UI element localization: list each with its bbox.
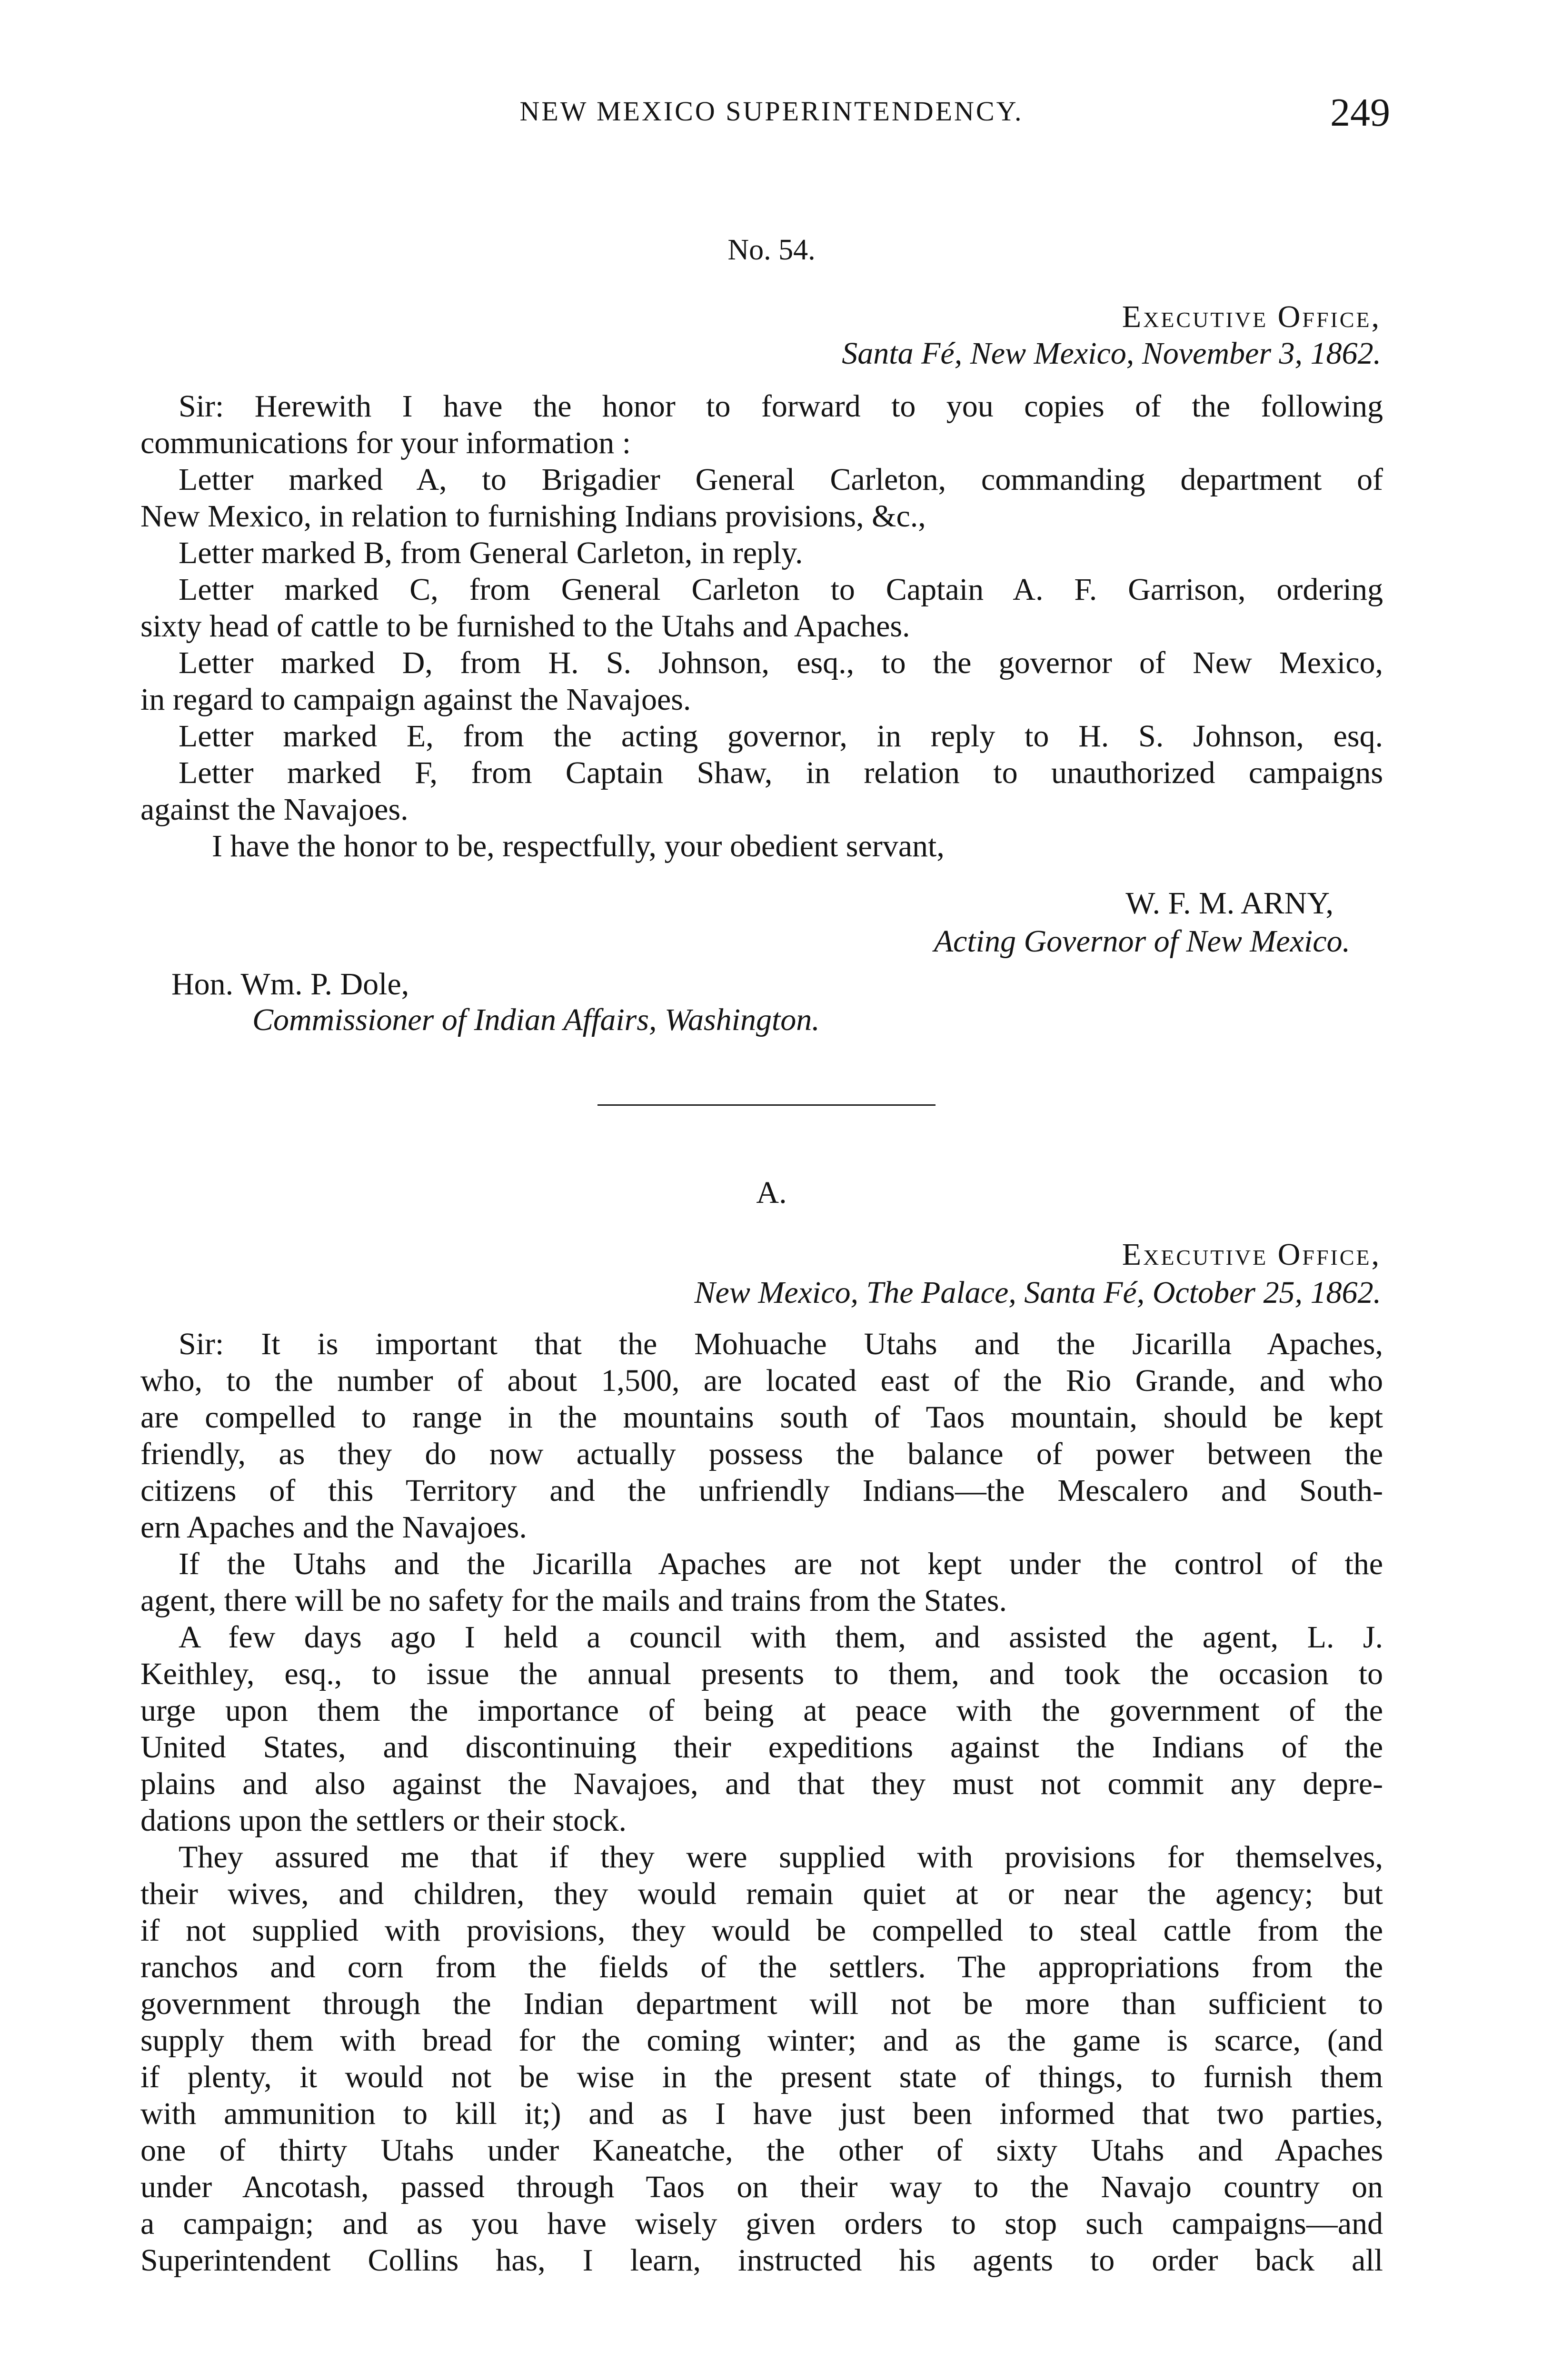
letter-a-line: one of thirty Utahs under Kaneatche, the other of sixty Utahs and Apaches [140,2133,1383,2168]
letter-a-line: Keithley, esq., to issue the annual presents to them, and took the occasion to [140,1656,1383,1691]
letter-a-line: They assured me that if they were supplied with provisions for themselves, [179,1840,1383,1874]
signature-name: W. F. M. ARNY, [1125,886,1334,921]
letter-a-line: if plenty, it would not be wise in the present state of things, to furnish them [140,2060,1383,2094]
letter-a-line: urge upon them the importance of being at peace with the government of the [140,1693,1383,1728]
letter1-line: Letter marked D, from H. S. Johnson, esq., to the governor of New Mexico, [179,645,1383,680]
letter-a-line: friendly, as they do now actually possess the balance of power between the [140,1437,1383,1471]
letter-a-line: ern Apaches and the Navajoes. [140,1510,527,1545]
letter-a-line: if not supplied with provisions, they would be compelled to steal cattle from the [140,1913,1383,1948]
letter1-line: Letter marked A, to Brigadier General Carleton, commanding department of [179,462,1383,497]
addressee-name: Hon. Wm. P. Dole, [171,967,409,1002]
letter-a-office: Executive Office, [1122,1237,1381,1272]
letter1-line: communications for your information : [140,426,631,460]
letter1-line: Letter marked C, from General Carleton to Captain A. F. Garrison, ordering [179,572,1383,607]
letter1-office: Executive Office, [1122,299,1381,334]
letter-a-dateline: New Mexico, The Palace, Santa Fé, October 25, 1862. [694,1275,1381,1310]
letter1-line: Letter marked E, from the acting governor, in reply to H. S. Johnson, esq. [179,719,1383,754]
letter1-line: I have the honor to be, respectfully, your obedient servant, [212,829,945,863]
letter1-body [140,388,1383,864]
letter-a-line: ranchos and corn from the fields of the settlers. The appropriations from the [140,1950,1383,1984]
letter1-line: Sir: Herewith I have the honor to forward to you copies of the following [179,389,1383,424]
document-number: No. 54. [727,234,816,266]
letter-a-line: agent, there will be no safety for the mails and trains from the States. [140,1583,1007,1618]
addressee-title: Commissioner of Indian Affairs, Washington. [252,1002,820,1037]
letter-a-line: under Ancotash, passed through Taos on their way to the Navajo country on [140,2170,1383,2204]
section-divider [597,1104,936,1106]
letter-a-line: Superintendent Collins has, I learn, instructed his agents to order back all [140,2243,1383,2278]
letter-a-line: If the Utahs and the Jicarilla Apaches are not kept under the control of the [179,1547,1383,1581]
letter-a-line: dations upon the settlers or their stock. [140,1803,627,1838]
letter-a-line: citizens of this Territory and the unfriendly Indians—the Mescalero and South- [140,1473,1383,1508]
letter-a-line: A few days ago I held a council with them, and assisted the agent, L. J. [179,1620,1383,1655]
letter-a-line: with ammunition to kill it;) and as I have just been informed that two parties, [140,2096,1383,2131]
letter-a-line: government through the Indian department will not be more than sufficient to [140,1986,1383,2021]
page-number: 249 [1330,90,1390,135]
section-label: A. [756,1175,787,1210]
letter-a-line: Sir: It is important that the Mohuache Utahs and the Jicarilla Apaches, [179,1327,1383,1361]
running-head: NEW MEXICO SUPERINTENDENCY. [519,96,1024,127]
letter1-line: in regard to campaign against the Navajoes. [140,682,691,717]
letter1-line: sixty head of cattle to be furnished to the Utahs and Apaches. [140,609,910,644]
signature-title: Acting Governor of New Mexico. [934,924,1350,959]
letter-a-line: a campaign; and as you have wisely given orders to stop such campaigns—and [140,2206,1383,2241]
letter-a-body [140,1326,1383,2279]
letter1-line: Letter marked F, from Captain Shaw, in relation to unauthorized campaigns [179,755,1383,790]
letter-a-line: their wives, and children, they would remain quiet at or near the agency; but [140,1876,1383,1911]
letter-a-line: United States, and discontinuing their expeditions against the Indians of the [140,1730,1383,1765]
letter-a-line: who, to the number of about 1,500, are located east of the Rio Grande, and who [140,1363,1383,1398]
letter1-line: New Mexico, in relation to furnishing Indians provisions, &c., [140,499,926,534]
letter-a-line: supply them with bread for the coming winter; and as the game is scarce, (and [140,2023,1383,2058]
letter1-line: Letter marked B, from General Carleton, in reply. [179,536,803,570]
letter1-dateline: Santa Fé, New Mexico, November 3, 1862. [842,336,1381,371]
letter1-line: against the Navajoes. [140,792,408,827]
letter-a-line: are compelled to range in the mountains south of Taos mountain, should be kept [140,1400,1383,1435]
letter-a-line: plains and also against the Navajoes, and that they must not commit any depre- [140,1766,1383,1801]
